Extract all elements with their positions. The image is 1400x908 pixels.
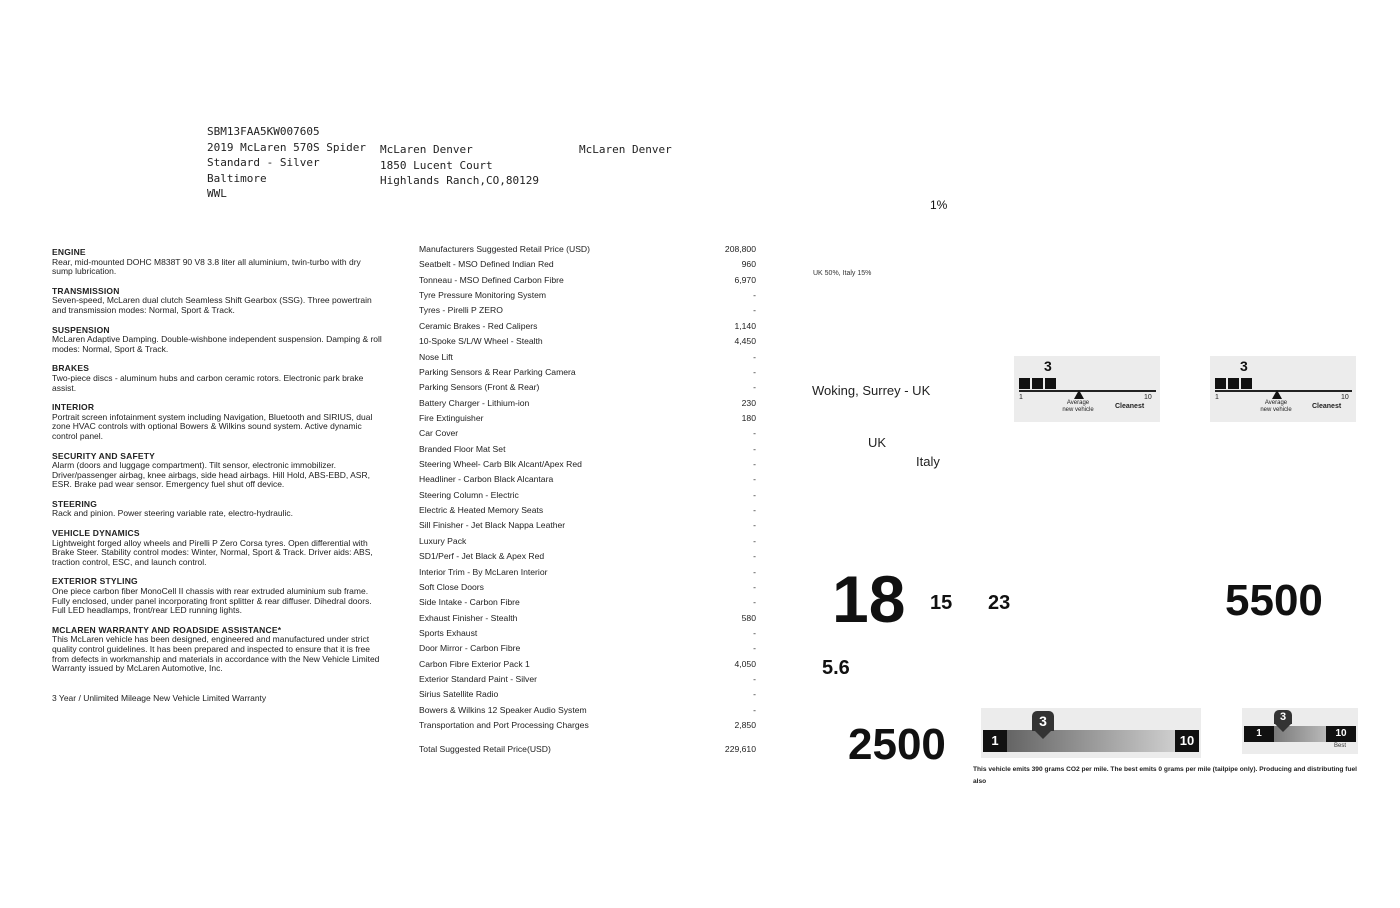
spec-title: SECURITY AND SAFETY [52, 450, 155, 461]
price-item: Transportation and Port Processing Charges [419, 720, 589, 731]
price-item: Steering Column - Electric [419, 489, 519, 500]
city-mpg: 15 [930, 592, 953, 614]
spec-title: STEERING [52, 498, 98, 509]
price-item: Bowers & Wilkins 12 Speaker Audio System [419, 704, 587, 715]
rating-best: Cleanest [1115, 403, 1145, 410]
price-value: - [753, 674, 756, 685]
spec-text: This McLaren vehicle has been designed, engineered and manufactured under strict quality control guidelines. It has been prepared and inspected to ensure that it is free from defects in workmanship and materials in accordance with the New Vehicle Limited Warranty issued by McLaren Automotive, Inc. [52, 634, 380, 674]
price-value: - [753, 551, 756, 562]
price-value: - [753, 581, 756, 592]
spec-title: TRANSMISSION [52, 285, 120, 296]
price-item: Branded Floor Mat Set [419, 443, 506, 454]
price-row [419, 565, 759, 580]
average-marker-icon [1074, 390, 1084, 399]
price-value: - [753, 520, 756, 531]
price-item: Sirius Satellite Radio [419, 689, 499, 700]
price-item: Exterior Standard Paint - Silver [419, 674, 537, 685]
price-row [419, 288, 759, 303]
price-item: Car Cover [419, 428, 459, 439]
warranty-line: 3 Year / Unlimited Mileage New Vehicle Limited Warranty [52, 692, 267, 703]
spec-section [52, 364, 382, 393]
spec-section [52, 403, 382, 441]
price-item: Headliner - Carbon Black Alcantara [419, 474, 554, 485]
price-row [419, 672, 759, 687]
spec-text: Rack and pinion. Power steering variable rate, electro-hydraulic. [52, 508, 293, 519]
price-value: - [753, 351, 756, 362]
ghg-gradient [983, 730, 1199, 752]
spec-text: Seven-speed, McLaren dual clutch Seamless Shift Gearbox (SSG). Three powertrain and transmission modes: Normal, Sport & Track. [52, 295, 372, 315]
spec-text: One piece carbon fiber MonoCell II chassis with rear extruded aluminium sub frame. Fully enclosed, under panel incorporating front splitter & rear diffuser. Dihedral doors. Full LED headlamps, front/rear LED running lights. [52, 586, 372, 616]
spec-text: Lightweight forged alloy wheels and Pirelli P Zero Corsa tyres. Open differential with Brake Steer. Stability control modes: Winter, Normal, Sport & Track. Driver aids: ABS, traction control, ESC, and launch control. [52, 537, 373, 567]
price-item: Sports Exhaust [419, 627, 478, 638]
rating-max: 10 [1341, 394, 1349, 401]
smog-best: Best [1334, 743, 1347, 749]
ghg-min: 1 [983, 730, 1007, 752]
dealer-street: 1850 Lucent Court [380, 158, 493, 172]
price-item: Manufacturers Suggested Retail Price (USD) [419, 244, 590, 254]
price-item: Tyres - Pirelli P ZERO [419, 305, 503, 316]
price-item: Parking Sensors & Rear Parking Camera [419, 366, 576, 377]
spec-title: MCLAREN WARRANTY AND ROADSIDE ASSISTANCE* [52, 624, 282, 635]
rating-average: Average new vehicle [1062, 400, 1094, 413]
spec-text: Alarm (doors and luggage compartment). Tilt sensor, electronic immobilizer. Driver/passenger airbag, knee airbags, side head airbags. Hill Hold, ABS-EBD, ASR, ESR. Brake pad wear sensor. Emergency fuel shut off device. [52, 460, 370, 490]
price-row [419, 396, 759, 411]
price-item: Parking Sensors (Front & Rear) [419, 382, 540, 393]
rating-line [1019, 390, 1156, 392]
spec-title: VEHICLE DYNAMICS [52, 528, 140, 539]
price-item: Side Intake - Carbon Fibre [419, 597, 520, 608]
trim: Standard - Silver [207, 156, 320, 169]
price-value: 180 [741, 412, 756, 423]
price-value: - [753, 459, 756, 470]
vehicle-code: WWL [207, 187, 227, 200]
spec-section [52, 287, 382, 316]
price-item: Sill Finisher - Jet Black Nappa Leather [419, 520, 566, 531]
rating-min: 1 [1019, 394, 1023, 401]
co2-note: This vehicle emits 390 grams CO2 per mile. The best emits 0 grams per mile (tailpipe only). Producing and distributing fuel also [973, 766, 1357, 785]
spec-title: INTERIOR [52, 402, 95, 413]
price-row [419, 257, 759, 272]
price-item: SD1/Perf - Jet Black & Apex Red [419, 551, 545, 562]
spec-text: Two-piece discs - aluminum hubs and carbon ceramic rotors. Electronic park brake assist. [52, 372, 364, 393]
price-value: - [753, 489, 756, 500]
smog-marker: 3 [1274, 710, 1292, 724]
price-row [419, 242, 759, 257]
price-value: - [753, 305, 756, 316]
price-value: - [753, 597, 756, 608]
price-value: - [753, 505, 756, 516]
price-row [419, 641, 759, 656]
price-row [419, 580, 759, 595]
fuel-economy-rating [1014, 356, 1160, 422]
vin: SBM13FAA5KW007605 [207, 125, 320, 138]
price-value: - [753, 643, 756, 654]
parts-content: UK 50%, Italy 15% [813, 270, 872, 277]
price-item: 10-Spoke S/L/W Wheel - Stealth [419, 336, 543, 347]
ghg-max: 10 [1175, 730, 1199, 752]
price-row [419, 518, 759, 533]
smog-scale [1242, 708, 1358, 754]
annual-fuel-cost: 2500 [848, 720, 946, 769]
spec-section [52, 248, 382, 277]
price-list [419, 242, 759, 757]
price-row [419, 426, 759, 441]
price-row [419, 534, 759, 549]
price-item: Steering Wheel- Carb Blk Alcant/Apex Red [419, 459, 582, 470]
price-value: 230 [741, 397, 756, 408]
price-value: 960 [741, 259, 756, 270]
price-item: Total Suggested Retail Price(USD) [419, 743, 551, 754]
price-row [419, 273, 759, 288]
price-value: - [753, 428, 756, 439]
price-value: - [753, 689, 756, 700]
price-item: Luxury Pack [419, 535, 467, 546]
price-row [419, 611, 759, 626]
price-item: Carbon Fibre Exterior Pack 1 [419, 658, 530, 669]
spec-title: SUSPENSION [52, 324, 110, 335]
price-value: - [753, 627, 756, 638]
rating-bars [1019, 378, 1056, 389]
price-item: Seatbelt - MSO Defined Indian Red [419, 259, 554, 270]
price-item: Soft Close Doors [419, 581, 484, 592]
dealer-name: McLaren Denver [380, 143, 473, 156]
price-item: Ceramic Brakes - Red Calipers [419, 320, 538, 331]
price-row [419, 687, 759, 702]
price-row [419, 380, 759, 395]
spec-text: McLaren Adaptive Damping. Double-wishbone independent suspension. Damping & roll modes: Normal, Sport & Track. [52, 334, 382, 354]
percent-label: 1% [930, 198, 948, 212]
price-row [419, 411, 759, 426]
price-value: - [753, 443, 756, 454]
price-row [419, 595, 759, 610]
rating-line [1215, 390, 1352, 392]
price-value: 229,610 [724, 743, 756, 754]
price-item: Door Mirror - Carbon Fibre [419, 643, 521, 654]
gallons-per-100-miles: 5.6 [822, 657, 850, 679]
spec-section [52, 626, 382, 674]
price-item: Tonneau - MSO Defined Carbon Fibre [419, 274, 564, 285]
engine-origin: UK [868, 435, 887, 450]
price-value: 6,970 [734, 274, 756, 285]
price-item: Fire Extinguisher [419, 412, 484, 423]
price-row [419, 503, 759, 518]
price-row [419, 350, 759, 365]
price-value: 4,450 [734, 336, 756, 347]
rating-min: 1 [1215, 394, 1219, 401]
spec-section [52, 577, 382, 615]
spec-section [52, 529, 382, 567]
price-row [419, 657, 759, 672]
rating-max: 10 [1144, 394, 1152, 401]
price-value: - [753, 474, 756, 485]
price-row [419, 472, 759, 487]
smog-rating-box [1210, 356, 1356, 422]
smog-min: 1 [1244, 726, 1274, 742]
price-row [419, 365, 759, 380]
price-row [419, 718, 759, 733]
rating-average: Average new vehicle [1260, 400, 1292, 413]
price-item: Battery Charger - Lithium-ion [419, 397, 530, 408]
spec-section [52, 452, 382, 490]
spec-text: Portrait screen infotainment system including Navigation, Bluetooth and SIRIUS, dual zone HVAC controls with optional Bowers & Wilkins sound system. Active dynamic control panel. [52, 411, 373, 441]
price-value: 1,140 [734, 320, 756, 331]
dealer-address [380, 142, 539, 189]
price-value: 4,050 [734, 658, 756, 669]
smog-max: 10 [1326, 726, 1356, 742]
ghg-scale [981, 708, 1201, 758]
price-item: Exhaust Finisher - Stealth [419, 612, 518, 623]
highway-mpg: 23 [988, 592, 1011, 614]
rating-best: Cleanest [1312, 403, 1342, 410]
price-value: 580 [741, 612, 756, 623]
spec-section [52, 326, 382, 355]
spec-title: BRAKES [52, 363, 90, 374]
price-value: - [753, 535, 756, 546]
rating-value: 3 [1044, 358, 1052, 374]
price-row [419, 703, 759, 718]
price-row [419, 626, 759, 641]
spec-text: Rear, mid-mounted DOHC M838T 90 V8 3.8 liter all aluminium, twin-turbo with dry sump lubrication. [52, 256, 361, 277]
average-marker-icon [1272, 390, 1282, 399]
spec-title: EXTERIOR STYLING [52, 576, 138, 587]
price-row [419, 442, 759, 457]
price-row [419, 303, 759, 318]
price-value: - [753, 566, 756, 577]
five-year-fuel-cost: 5500 [1225, 576, 1323, 625]
price-row [419, 549, 759, 564]
total-row [419, 742, 759, 757]
ghg-marker: 3 [1032, 711, 1054, 731]
spec-title: ENGINE [52, 247, 86, 257]
rating-value: 3 [1240, 358, 1248, 374]
price-item: Nose Lift [419, 351, 453, 362]
price-value: - [753, 290, 756, 301]
vehicle-header [207, 124, 366, 202]
price-row [419, 488, 759, 503]
transmission-origin: Italy [916, 454, 940, 469]
price-row [419, 334, 759, 349]
combined-mpg: 18 [832, 562, 906, 636]
price-item: Electric & Heated Memory Seats [419, 505, 544, 516]
price-row [419, 319, 759, 334]
price-item: Tyre Pressure Monitoring System [419, 290, 547, 301]
price-item: Interior Trim - By McLaren Interior [419, 566, 548, 577]
price-value: - [753, 366, 756, 377]
price-row [419, 457, 759, 472]
spec-section [52, 500, 382, 519]
rating-bars [1215, 378, 1252, 389]
spec-list [52, 248, 382, 703]
price-value: 2,850 [734, 720, 756, 731]
price-value: - [753, 382, 756, 393]
final-assembly: Woking, Surrey - UK [812, 383, 931, 398]
model: 2019 McLaren 570S Spider [207, 140, 366, 154]
price-value: - [753, 704, 756, 715]
port-location: Baltimore [207, 171, 267, 185]
price-value: 208,800 [724, 244, 756, 254]
dealer-name-2: McLaren Denver [579, 143, 672, 156]
dealer-city: Highlands Ranch,CO,80129 [380, 174, 539, 187]
